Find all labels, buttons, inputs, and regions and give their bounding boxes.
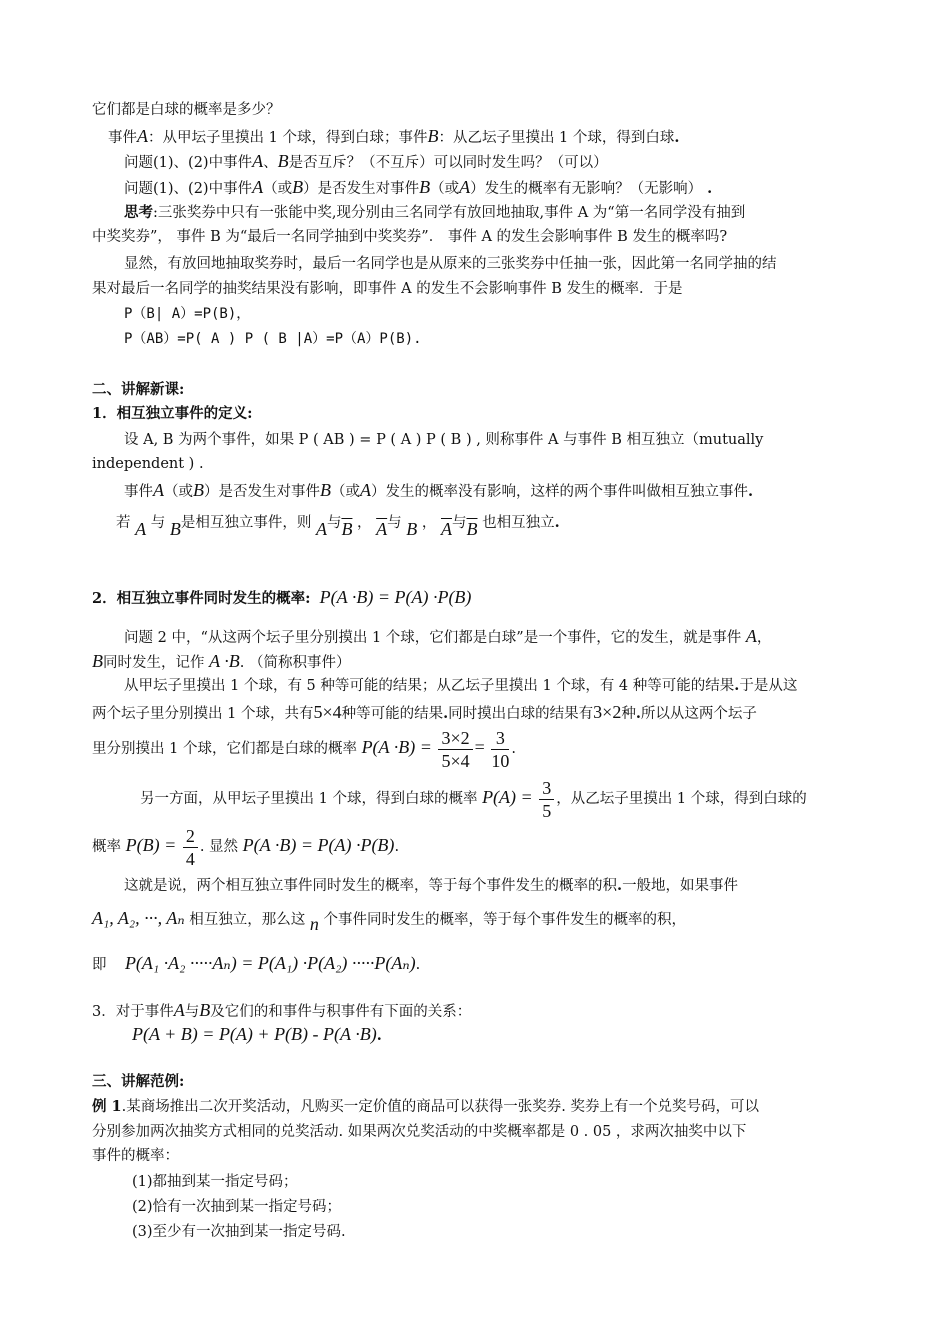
example-line-3: 事件的概率： (92, 1148, 179, 1164)
section-2-sub-2: 2．相互独立事件同时发生的概率: P(A ·B) = P(A) ·P(B) (92, 587, 472, 607)
intro-line-3: 问题(1)、(2)中事件A、B是否互斥？（不互斥）可以同时发生吗？（可以） (124, 151, 608, 171)
sum-rule-formula: P(A + B) = P(A) + P(B) - P(A ·B). (132, 1024, 382, 1044)
problem-line-9: A₁, A₂, ···, Aₙ 相互独立，那么这 n 个事件同时发生的概率，等于每个事件发生的概率的积， (92, 908, 686, 934)
intro-line-2: 事件A：从甲坛子里摸出 1 个球，得到白球；事件B：从乙坛子里摸出 1 个球，得到白球. (108, 126, 680, 146)
example-line-2: 分别参加两次抽奖方式相同的兑奖活动. 如果两次兑奖活动的中奖概率都是 0 . 05 ，求两次抽奖中以下 (92, 1124, 747, 1140)
definition-line-2: independent ) . (92, 456, 204, 472)
general-product-formula: P(A₁ ·A₂ ·····Aₙ) = P(A₁) ·P(A₂) ·····P(Aₙ) (124, 953, 416, 973)
example-line-1: 例 1.某商场推出二次开奖活动，凡购买一定价值的商品可以获得一张奖券. 奖券上有一个兑奖号码，可以 (92, 1098, 759, 1115)
problem-line-3: 从甲坛子里摸出 1 个球，有 5 种等可能的结果；从乙坛子里摸出 1 个球，有 4 种等可能的结果.于是从这 (124, 677, 798, 694)
problem-line-1: 问题 2 中，“从这两个坛子里分别摸出 1 个球，它们都是白球”是一个事件，它的发生，就是事件 A， (124, 626, 772, 646)
problem-line-4: 两个坛子里分别摸出 1 个球，共有5×4种等可能的结果.同时摸出白球的结果有3×2种.所以从这两个坛子 (92, 702, 757, 722)
think-label: 思考 (124, 204, 153, 221)
intro-formula-2: P（AB）=P( A ) P ( B |A）=P（A）P(B). (124, 331, 422, 347)
example-label: 例 1 (92, 1098, 122, 1115)
sum-rule-intro: 3．对于事件A与B及它们的和事件与积事件有下面的关系： (92, 1000, 472, 1020)
intro-think: 思考:三张奖券中只有一张能中奖,现分别由三名同学有放回地抽取,事件 A 为“第一名同学没有抽到 (124, 204, 746, 221)
problem-line-2: B同时发生，记作 A ·B. （简称积事件） (92, 651, 351, 671)
intro-formula-1: P（B| A）=P(B)， (124, 306, 251, 322)
section-2-title: 二、讲解新课: (92, 381, 185, 398)
example-question-2: (2)恰有一次抽到某一指定号码； (132, 1199, 342, 1215)
problem-line-5: 里分别摸出 1 个球，它们都是白球的概率 P(A ·B) = $\frac{3\times 2}{5\times 4}$ = $\frac{3}{10}$ . (92, 727, 516, 771)
intro-line-8: 果对最后一名同学的抽奖结果没有影响，即事件 A 的发生不会影响事件 B 发生的概率．于是 (92, 281, 683, 297)
example-question-3: (3)至少有一次抽到某一指定号码. (132, 1224, 346, 1240)
intro-line-1: 它们都是白球的概率是多少？ (92, 102, 281, 118)
section-2-sub-1: 1．相互独立事件的定义: (92, 405, 253, 422)
fraction-2-over-4: $\frac{2}{4}$ (183, 825, 198, 870)
intro-line-7: 显然，有放回地抽取奖券时，最后一名同学也是从原来的三张奖券中任抽一张，因此第一名同学抽的结 (124, 256, 777, 272)
problem-line-8: 这就是说，两个相互独立事件同时发生的概率，等于每个事件发生的概率的积.一般地，如果事件 (124, 877, 739, 894)
section-3-title: 三、讲解范例: (92, 1073, 185, 1090)
definition-line-3: 事件A（或B）是否发生对事件B（或A）发生的概率没有影响，这样的两个事件叫做相互独立事件. (124, 480, 754, 500)
definition-line-4: 若 A 与 B是相互独立事件，则 A与$\overline{B}$ ， $\overline{A}$与 B ， $\overline{A}$与$\overline{B}$ 也相互独立. (116, 514, 560, 539)
fraction-3x2-over-5x4: $\frac{3\times 2}{5\times 4}$ (438, 727, 472, 772)
intro-line-4: 问题(1)、(2)中事件A（或B）是否发生对事件B（或A）发生的概率有无影响？（无影响） . (124, 177, 713, 197)
problem-line-10: 即 P(A₁ ·A₂ ·····Aₙ) = P(A₁) ·P(A₂) ·····P(Aₙ). (92, 953, 421, 973)
fraction-3-over-10: $\frac{3}{10}$ (491, 727, 510, 771)
intro-line-6: 中奖奖券”， 事件 B 为“最后一名同学抽到中奖奖券”． 事件 A 的发生会影响事件 B 发生的概率吗? (92, 229, 728, 245)
fraction-3-over-5: $\frac{3}{5}$ (539, 777, 554, 822)
example-question-1: (1)都抽到某一指定号码； (132, 1174, 298, 1190)
problem-line-7: 概率 P(B) = $\frac{2}{4}$ . 显然 P(A ·B) = P(A) ·P(B). (92, 825, 400, 869)
product-rule-formula: P(A ·B) = P(A) ·P(B) (319, 587, 472, 607)
problem-line-6: 另一方面，从甲坛子里摸出 1 个球，得到白球的概率 P(A) = $\frac{3}{5}$ ，从乙坛子里摸出 1 个球，得到白球的 (140, 777, 807, 821)
definition-line-1: 设 A, B 为两个事件，如果 P ( AB ) = P ( A ) P ( B ) , 则称事件 A 与事件 B 相互独立（mutually (124, 432, 764, 448)
